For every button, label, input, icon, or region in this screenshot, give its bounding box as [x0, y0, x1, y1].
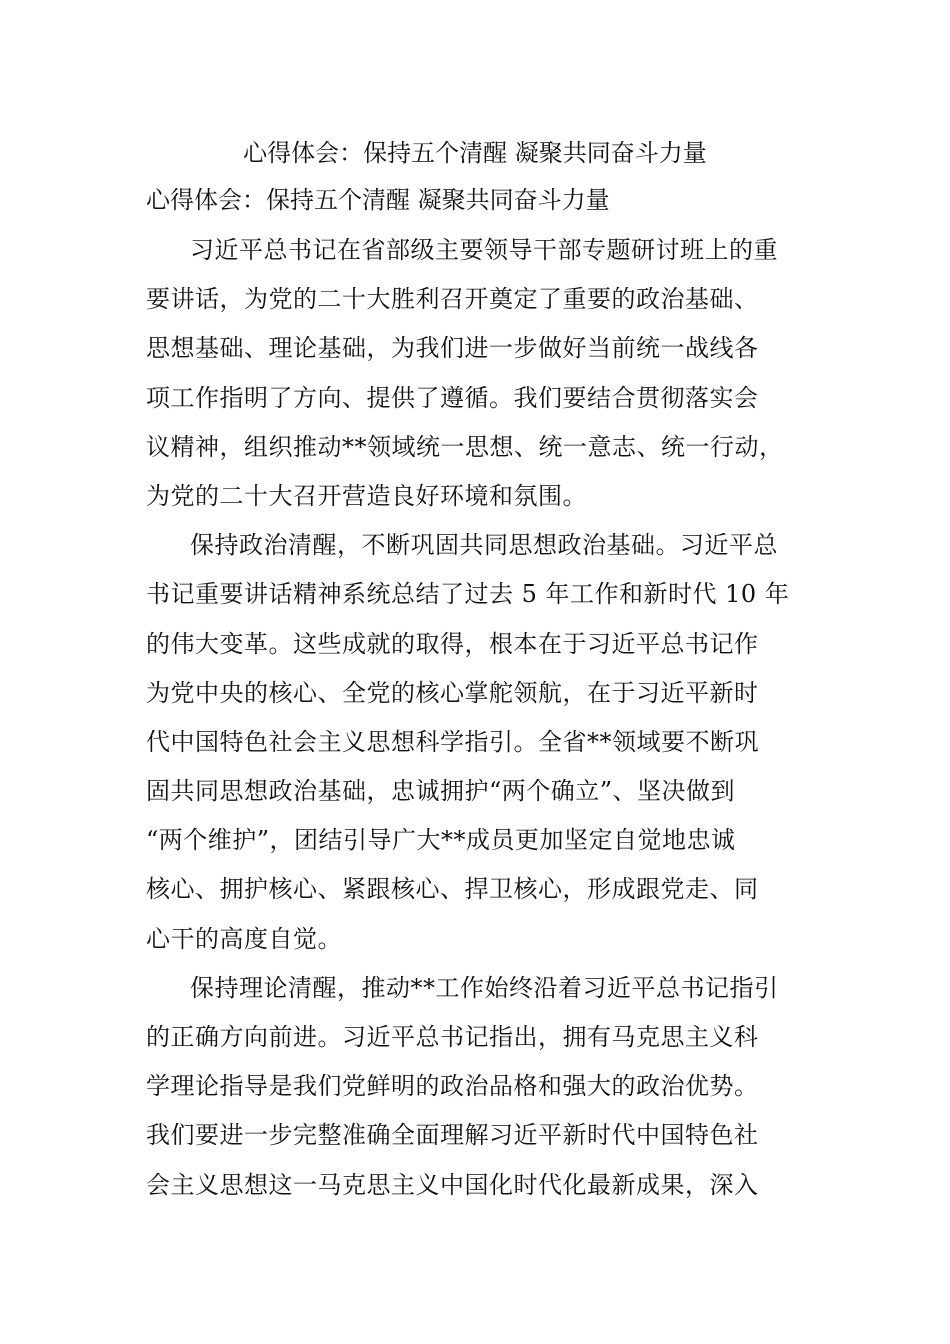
paragraph-2-line: 代中国特色社会主义思想科学指引。全省**领域要不断巩: [146, 727, 759, 756]
paragraph-2-line: 书记重要讲话精神系统总结了过去 5 年工作和新时代 10 年: [146, 580, 790, 609]
document-title: 心得体会：保持五个清醒 凝聚共同奋斗力量: [243, 139, 707, 167]
paragraph-3-line: 会主义思想这一马克思主义中国化时代化最新成果，深入: [146, 1170, 759, 1199]
paragraph-1-line: 为党的二十大召开营造良好环境和氛围。: [146, 481, 587, 510]
paragraph-2-line: 保持政治清醒，不断巩固共同思想政治基础。习近平总: [190, 531, 778, 560]
paragraph-3-line: 的正确方向前进。习近平总书记指出，拥有马克思主义科: [146, 1023, 759, 1051]
paragraph-3-line: 学理论指导是我们党鲜明的政治品格和强大的政治优势。: [146, 1072, 759, 1101]
paragraph-2-line: 核心、拥护核心、紧跟核心、捍卫核心，形成跟党走、同: [146, 875, 759, 904]
document-body: [146, 232, 812, 1216]
paragraph-1-line: 议精神，组织推动**领域统一思想、统一意志、统一行动，: [146, 432, 784, 461]
document-subtitle: 心得体会：保持五个清醒 凝聚共同奋斗力量: [146, 186, 610, 214]
paragraph-1-line: 项工作指明了方向、提供了遵循。我们要结合贯彻落实会: [146, 383, 759, 412]
paragraph-2-line: 固共同思想政治基础，忠诚拥护“两个确立”、坚决做到: [146, 777, 736, 806]
paragraph-1-line: 思想基础、理论基础，为我们进一步做好当前统一战线各: [146, 334, 759, 363]
paragraph-1-line: 要讲话，为党的二十大胜利召开奠定了重要的政治基础、: [146, 285, 759, 314]
paragraph-1-line: 习近平总书记在省部级主要领导干部专题研讨班上的重: [190, 236, 778, 264]
paragraph-2-line: 的伟大变革。这些成就的取得，根本在于习近平总书记作: [146, 629, 759, 658]
paragraph-3-line: 我们要进一步完整准确全面理解习近平新时代中国特色社: [146, 1121, 759, 1150]
paragraph-2-line: 心干的高度自觉。: [146, 924, 342, 953]
paragraph-2-line: “两个维护”，团结引导广大**成员更加坚定自觉地忠诚: [146, 826, 736, 855]
paragraph-2-line: 为党中央的核心、全党的核心掌舵领航，在于习近平新时: [146, 678, 759, 707]
paragraph-3-line: 保持理论清醒，推动**工作始终沿着习近平总书记指引: [190, 973, 779, 1002]
